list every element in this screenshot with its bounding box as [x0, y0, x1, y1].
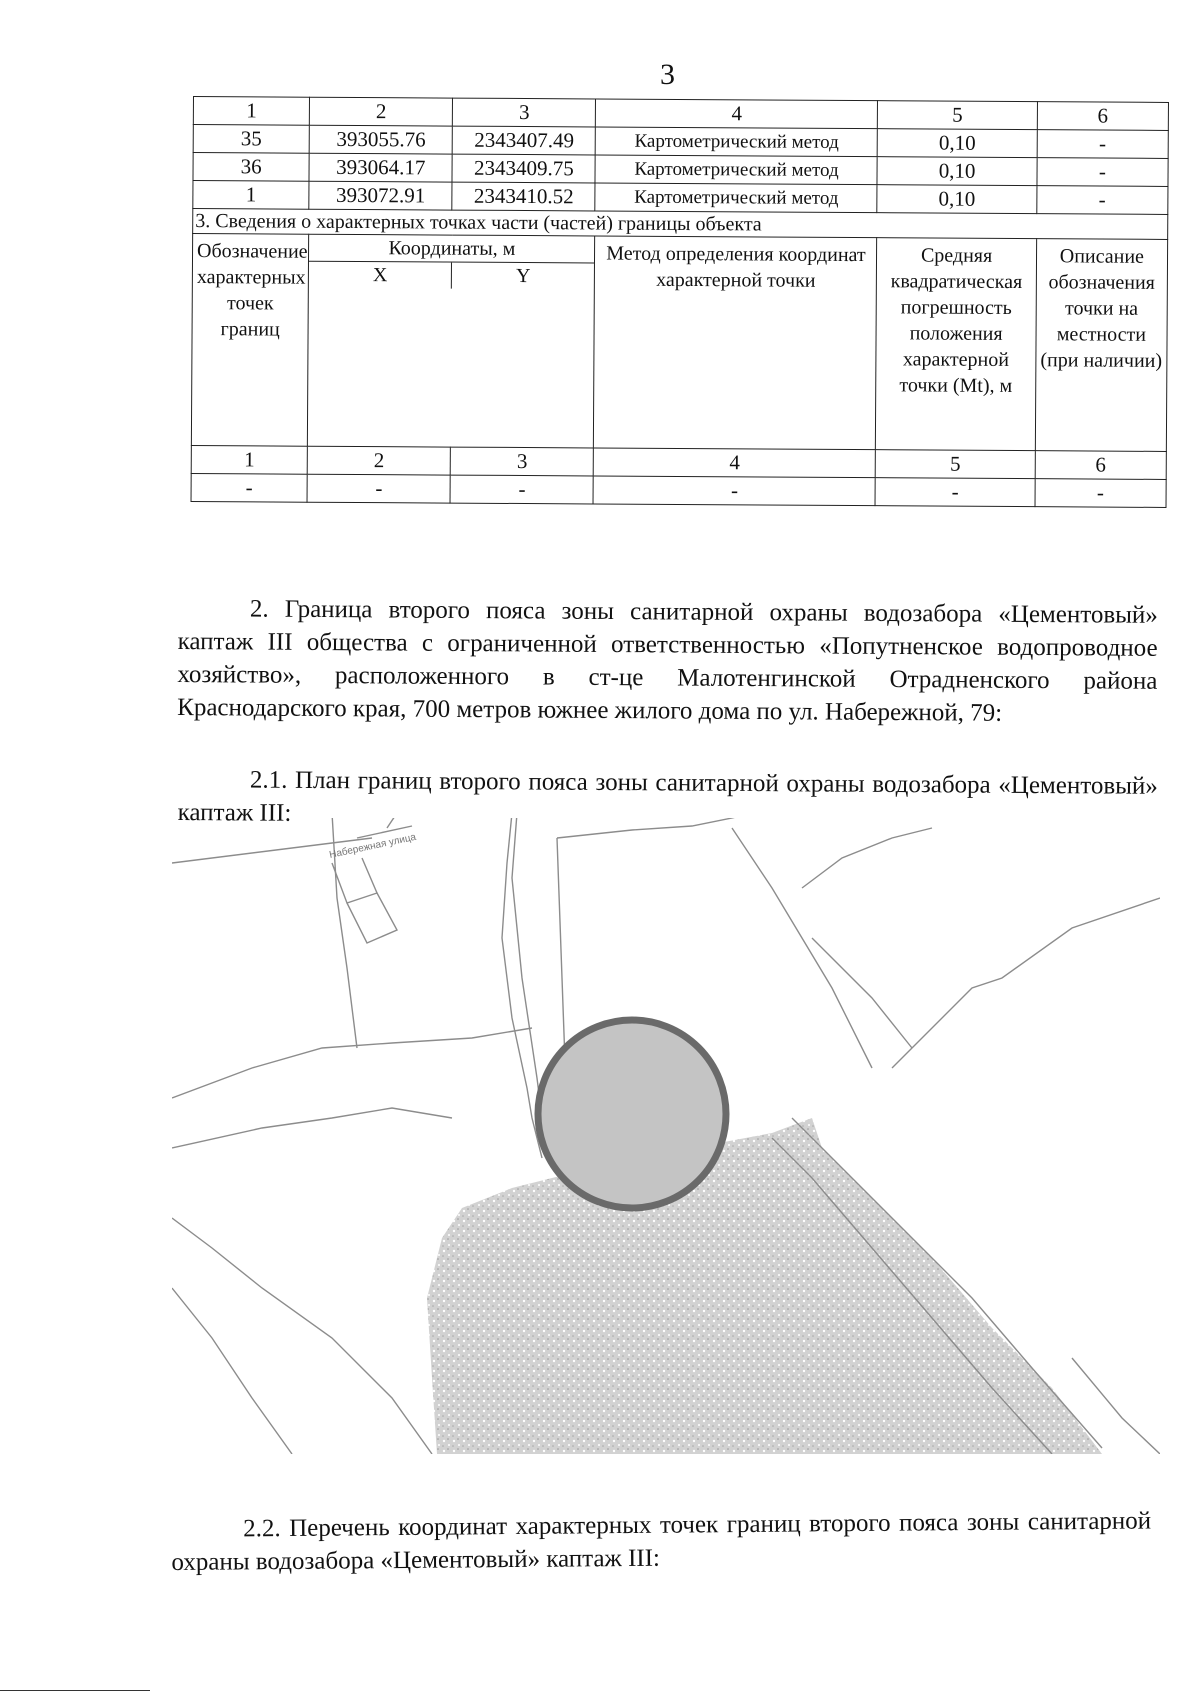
- error: 0,10: [877, 185, 1036, 214]
- table-header-number: 6: [1037, 102, 1168, 131]
- header-coordinates-title: Координаты, м: [309, 235, 594, 264]
- table-column-number: 3: [451, 447, 594, 476]
- street-label: Набережная улица: [328, 831, 418, 861]
- method: Картометрический метод: [595, 183, 877, 213]
- error: 0,10: [878, 129, 1037, 158]
- method: Картометрический метод: [596, 127, 878, 157]
- coord-y: 2343407.49: [452, 126, 595, 155]
- error: 0,10: [877, 157, 1036, 186]
- coord-x: 393064.17: [309, 153, 452, 182]
- description: -: [1037, 130, 1168, 159]
- coord-y: 2343410.52: [452, 182, 595, 211]
- header-y: Y: [451, 263, 594, 290]
- table-header-number: 2: [310, 97, 453, 126]
- empty-cell: -: [1035, 479, 1166, 508]
- section-3-title: 3. Сведения о характерных точках части (частей) границы объекта: [193, 209, 1168, 240]
- table-column-number: 2: [307, 446, 450, 475]
- header-point-designation: Обозначение характерных точек границ: [191, 234, 309, 447]
- header-description: Описание обозначения точки на местности (при наличии): [1035, 239, 1168, 452]
- coord-x: 393072.91: [309, 181, 452, 210]
- coord-y: 2343409.75: [452, 154, 595, 183]
- zone-boundary-plan: [172, 818, 1160, 1454]
- point-number: 1: [193, 181, 309, 210]
- table-header-number: 1: [193, 97, 309, 126]
- table-column-number: 4: [594, 448, 876, 478]
- empty-cell: -: [191, 473, 307, 502]
- paragraph-2-1-text: 2.1. План границ второго пояса зоны санитарной охраны водозабора «Цементовый» каптаж III:: [177, 766, 1158, 827]
- coordinates-table: [191, 96, 1169, 508]
- vegetation-area: [427, 1118, 1102, 1454]
- table-header-number: 5: [878, 101, 1037, 130]
- table-header-number: 3: [453, 98, 596, 127]
- paragraph-2-2-text: 2.2. Перечень координат характерных точек границ второго пояса зоны санитарной охраны водозабора «Цементовый» каптаж III:: [171, 1507, 1152, 1576]
- table-column-headers: [191, 234, 1167, 452]
- description: -: [1037, 158, 1168, 187]
- sanitary-zone-circle: [538, 1020, 726, 1208]
- page-number: 3: [660, 58, 675, 91]
- paragraph-2-text: 2. Граница второго пояса зоны санитарной охраны водозабора «Цементовый» каптаж III общества с ограниченной ответственностью «Попутненское водопроводное хозяйство», расположенного в ст-це Малотенгинской Отрадненского района Краснодарского края, 700 метров южнее жилого дома по ул. Набережной, 79:: [177, 595, 1158, 727]
- header-method: Метод определения координат характерной точки: [594, 236, 877, 450]
- table-column-number: 6: [1035, 451, 1166, 480]
- bottom-rule: [0, 1690, 150, 1691]
- table-column-number: 1: [191, 445, 307, 474]
- empty-cell: -: [875, 478, 1034, 507]
- description: -: [1036, 186, 1167, 215]
- empty-cell: -: [450, 475, 593, 504]
- point-number: 35: [193, 125, 309, 154]
- table-empty-row: [191, 473, 1166, 507]
- point-number: 36: [193, 153, 309, 182]
- method: Картометрический метод: [595, 155, 877, 185]
- plan-map-svg: [172, 818, 1160, 1454]
- header-x: X: [372, 264, 388, 287]
- paragraph-2-2: [171, 1504, 1152, 1579]
- header-coordinates: [308, 234, 596, 448]
- empty-cell: -: [593, 476, 875, 506]
- table-column-number: 5: [876, 450, 1035, 479]
- empty-cell: -: [307, 474, 450, 503]
- table-header-number: 4: [596, 99, 878, 129]
- coord-x: 393055.76: [309, 125, 452, 154]
- header-error: Средняя квадратическая погрешность положения характерной точки (Mt), м: [876, 238, 1037, 451]
- paragraph-2: [177, 592, 1158, 731]
